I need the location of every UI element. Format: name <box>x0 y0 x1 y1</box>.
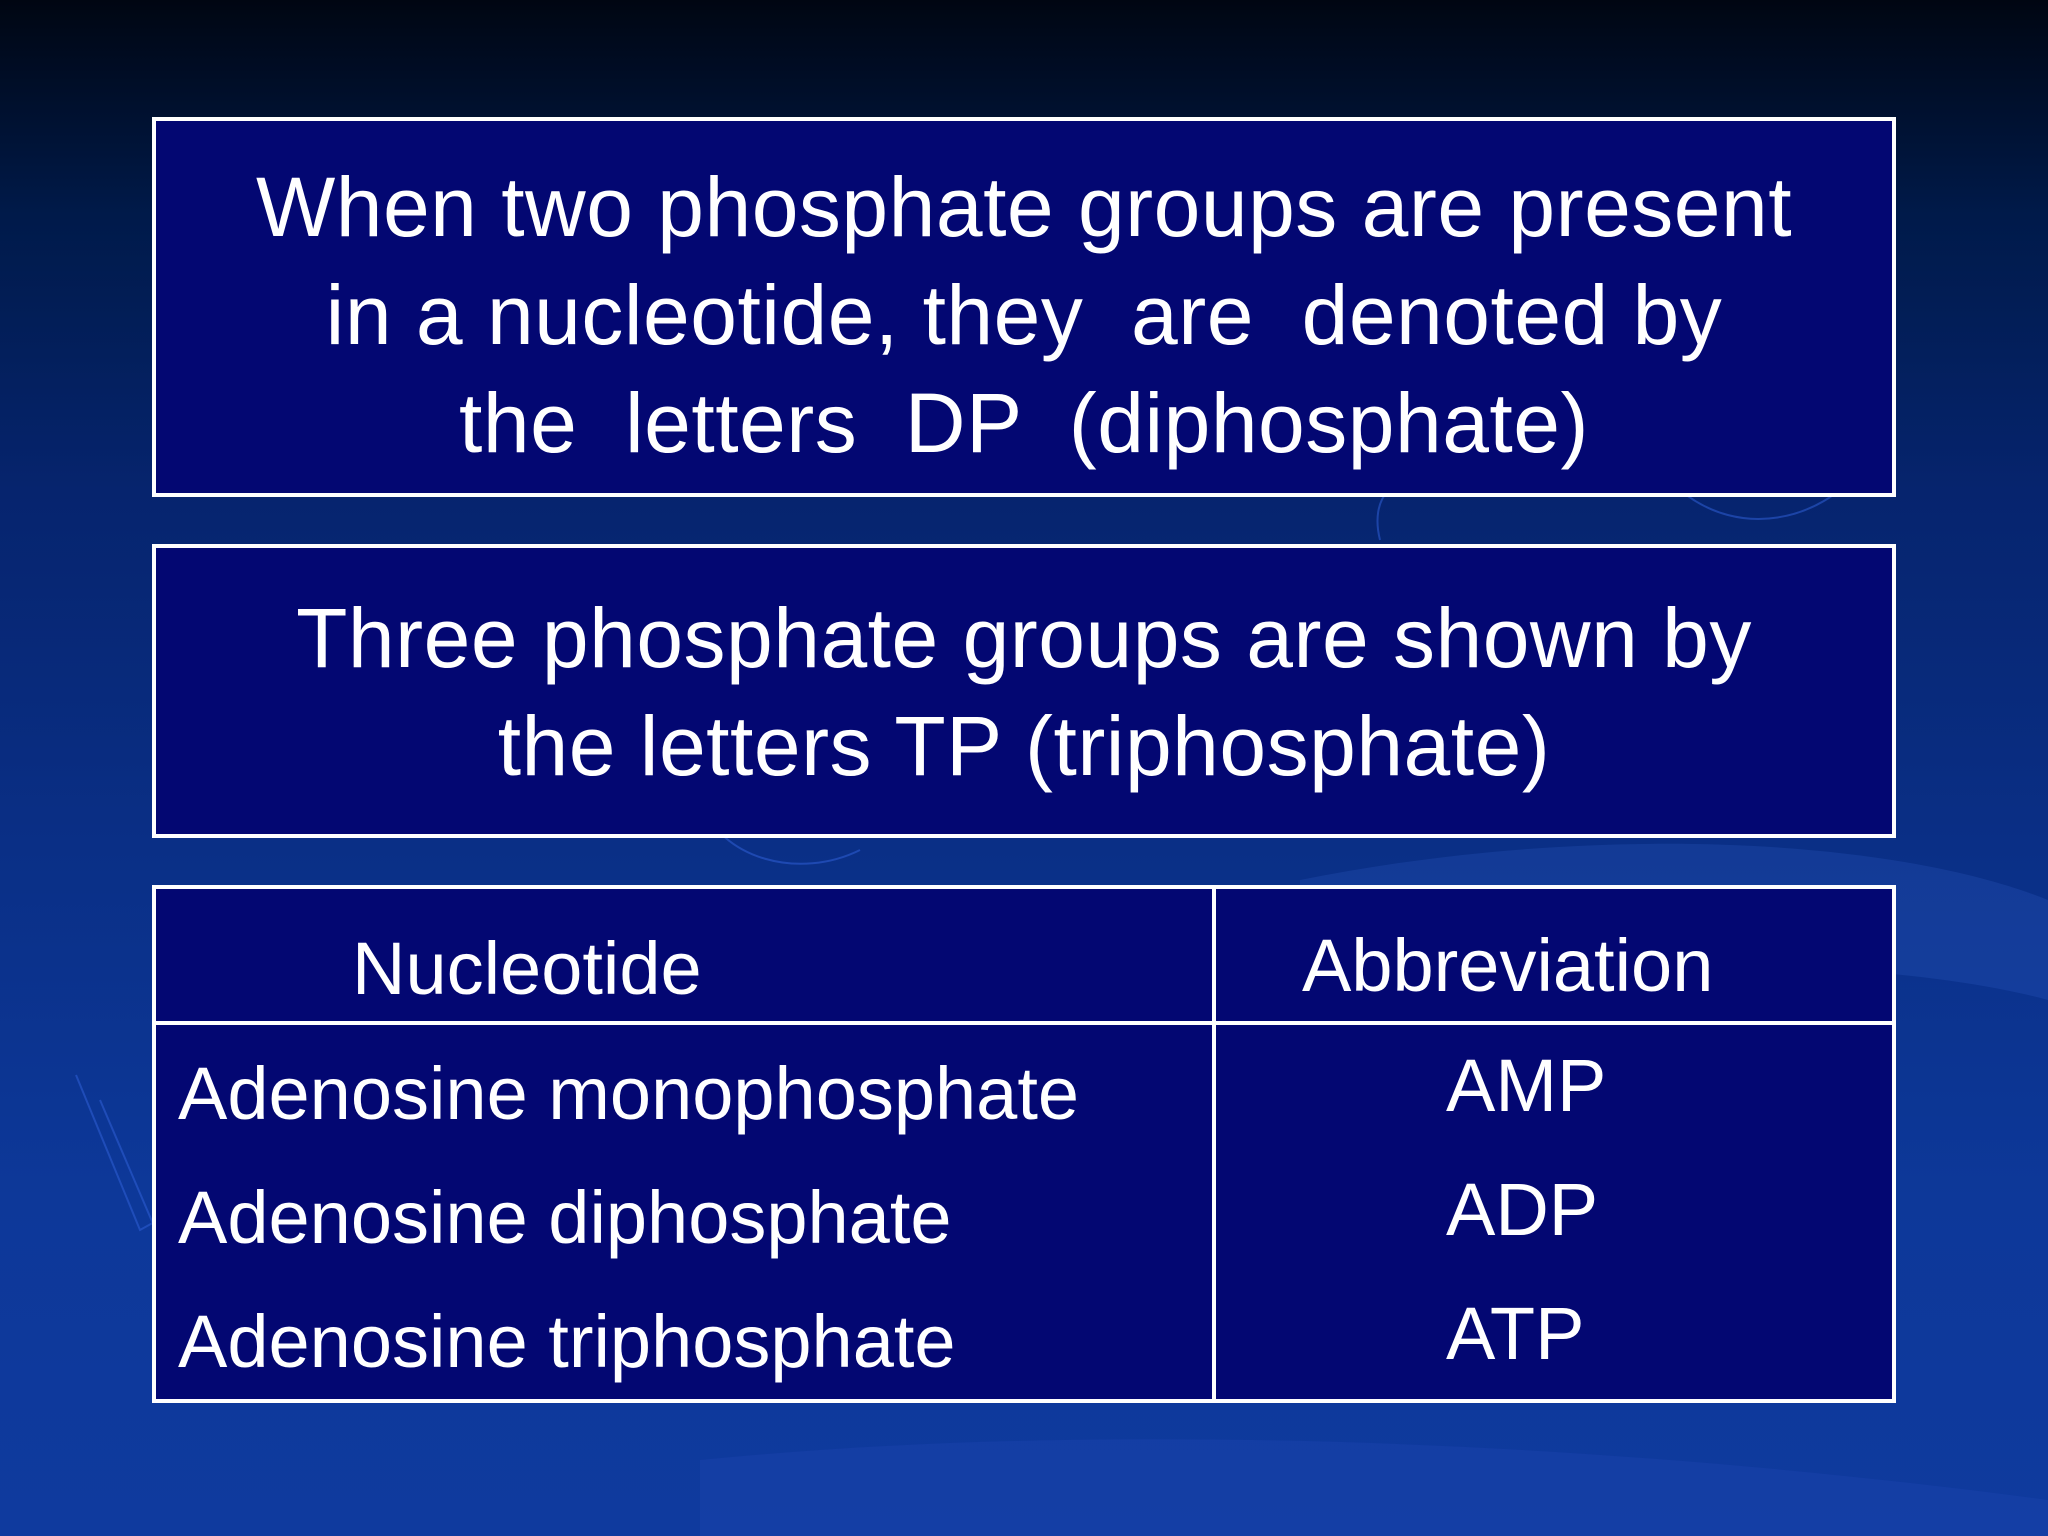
box1-line-1: When two phosphate groups are present <box>255 160 1793 254</box>
table-cell-nucleotide: Adenosine monophosphate <box>178 1052 1080 1135</box>
triphosphate-info-box <box>152 544 1896 838</box>
header-nucleotide: Nucleotide <box>352 927 702 1010</box>
diphosphate-info-box <box>152 117 1896 497</box>
box1-line-3: the letters DP (diphosphate) <box>459 376 1589 470</box>
table-header-divider <box>156 1021 1892 1025</box>
box2-line-1: Three phosphate groups are shown by <box>296 591 1752 685</box>
table-column-divider <box>1212 889 1216 1399</box>
box1-line-2: in a nucleotide, they are denoted by <box>325 268 1723 362</box>
triphosphate-text <box>156 584 1892 800</box>
nucleotide-table <box>152 885 1896 1403</box>
diphosphate-text <box>156 153 1892 477</box>
table-cell-abbreviation: AMP <box>1446 1044 1607 1127</box>
table-cell-abbreviation: ADP <box>1446 1168 1599 1251</box>
table-cell-nucleotide: Adenosine diphosphate <box>178 1176 952 1259</box>
table-cell-abbreviation: ATP <box>1446 1292 1585 1375</box>
table-cell-nucleotide: Adenosine triphosphate <box>178 1300 956 1383</box>
box2-line-2: the letters TP (triphosphate) <box>497 699 1551 793</box>
header-abbreviation: Abbreviation <box>1302 924 1714 1007</box>
